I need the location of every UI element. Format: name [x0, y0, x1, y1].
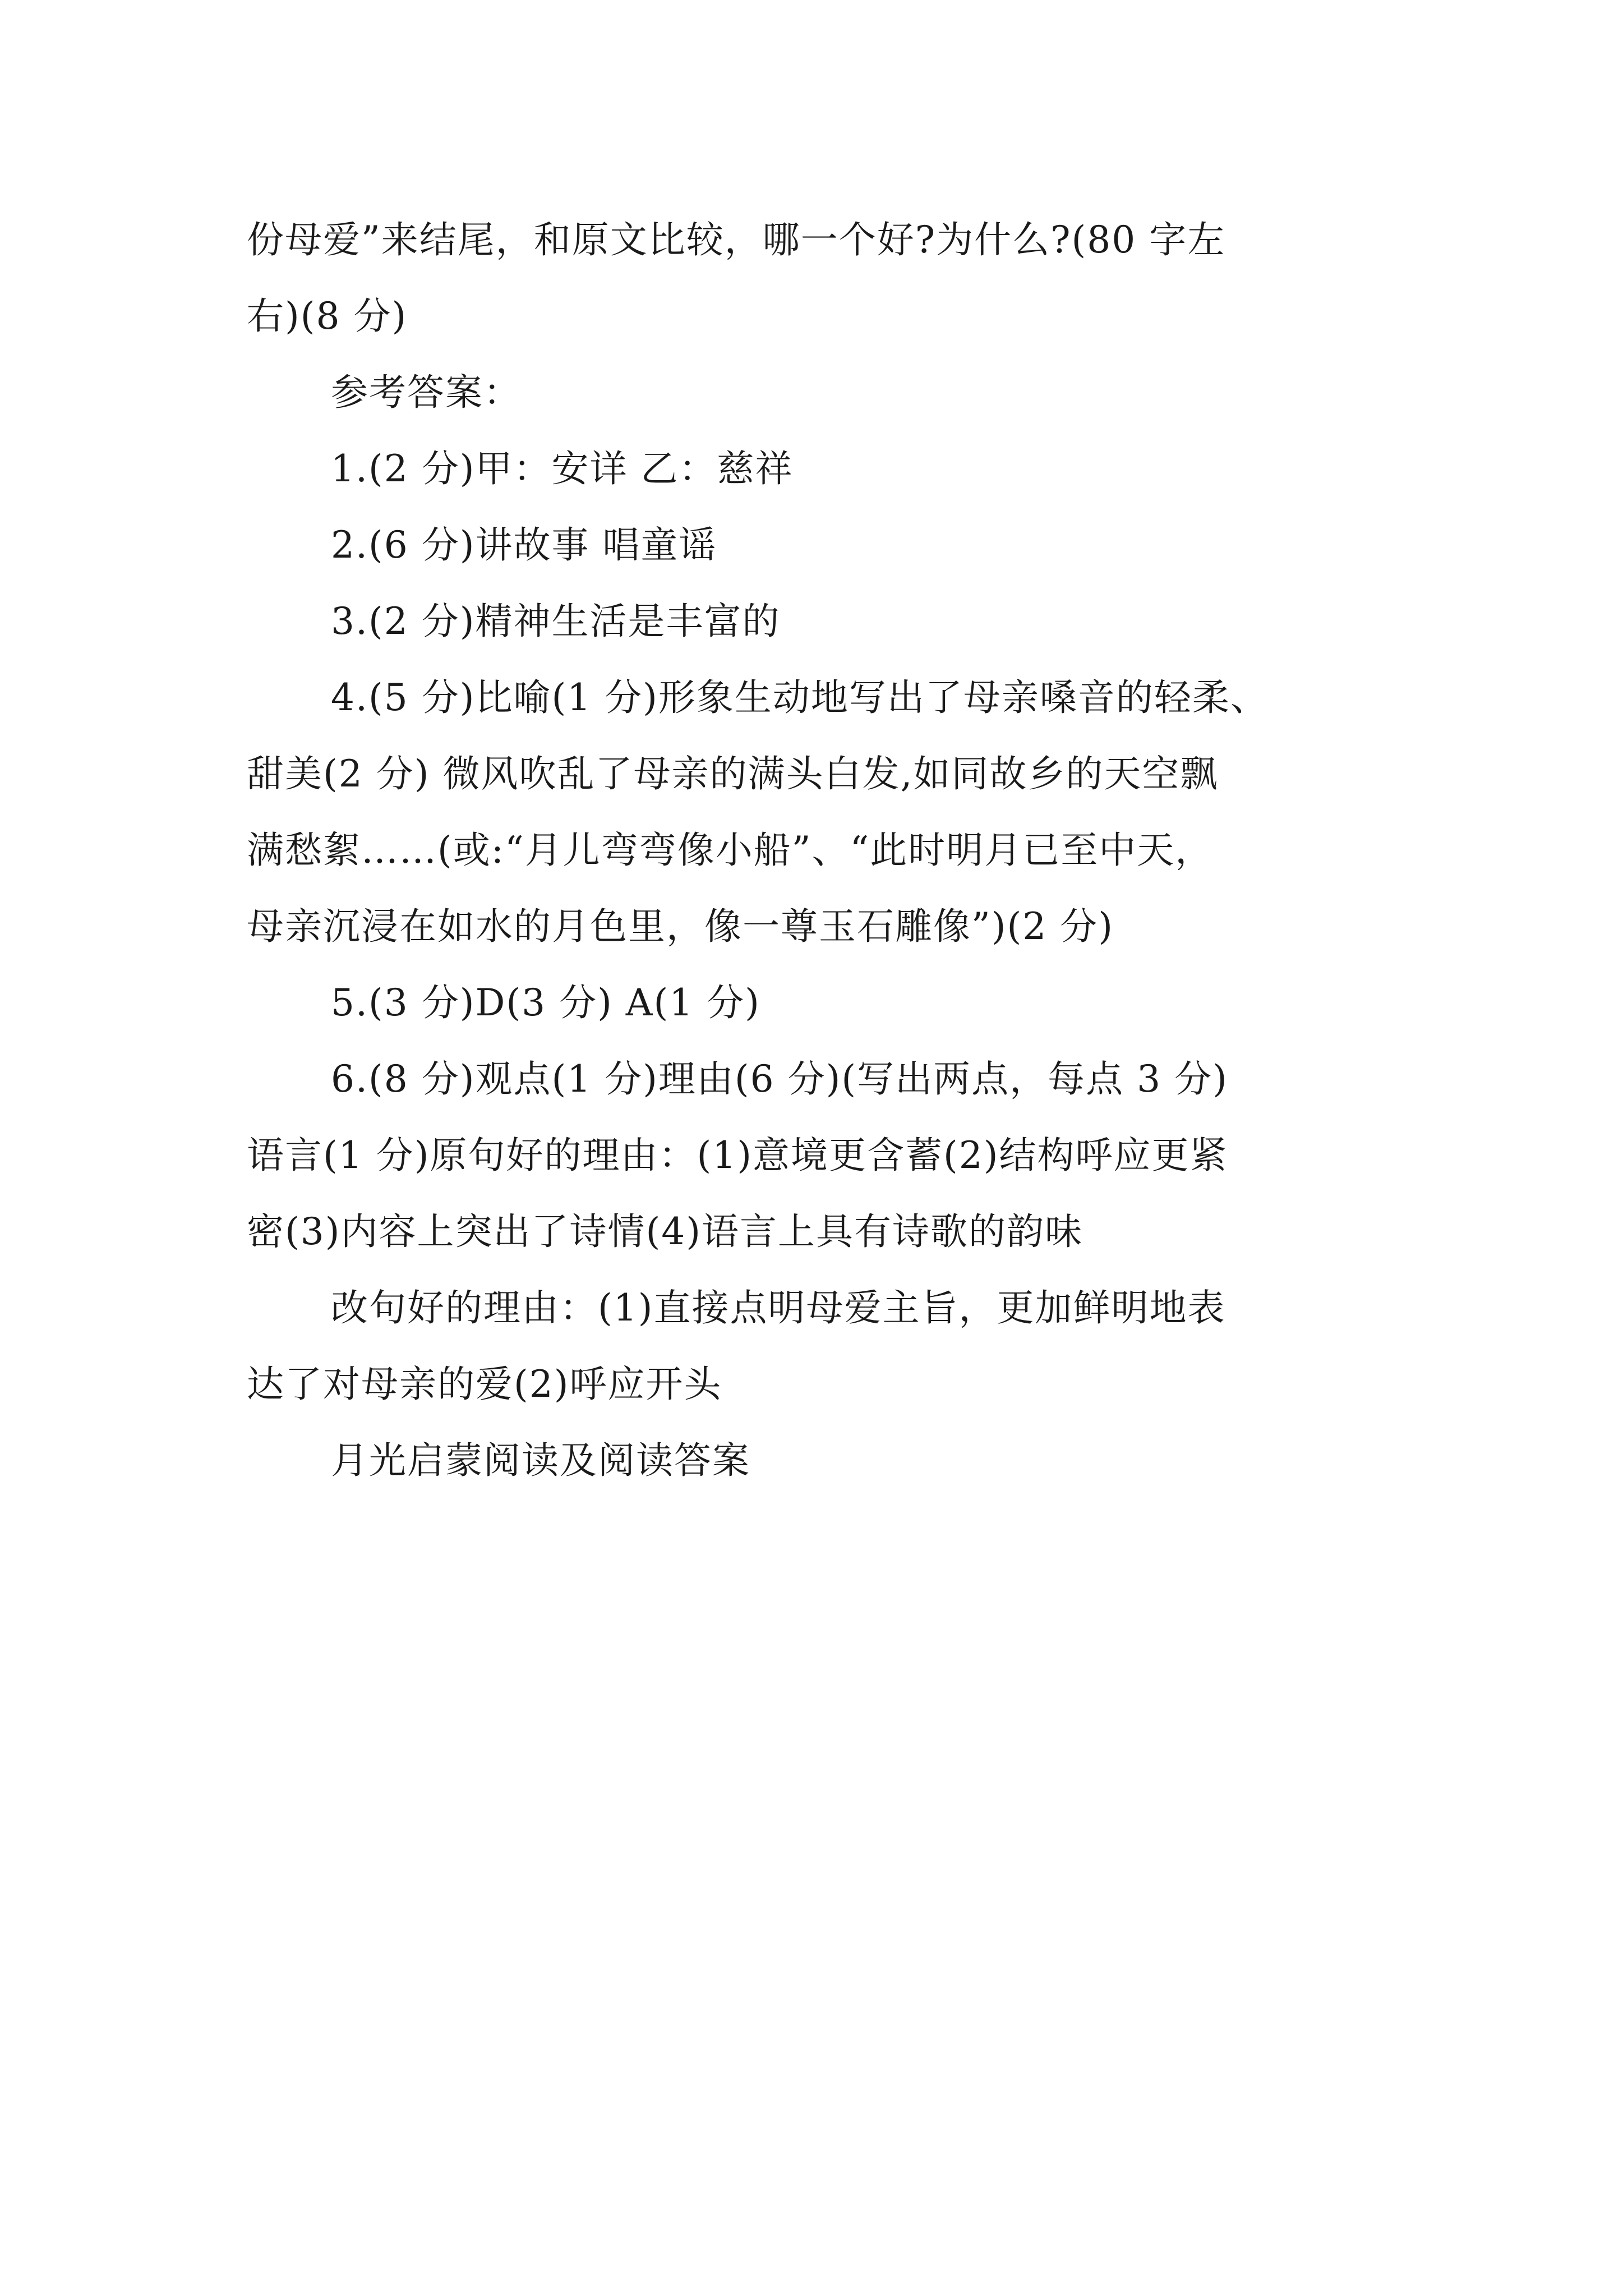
text-line: 4.(5 分)比喻(1 分)形象生动地写出了母亲嗓音的轻柔、: [331, 676, 1269, 719]
answer-item-6-alt: [247, 1270, 1380, 1423]
text-line: 参考答案：: [331, 371, 522, 414]
text-line: 5.(3 分)D(3 分) A(1 分): [331, 981, 760, 1024]
question-tail: [247, 202, 1380, 355]
document-body: [247, 202, 1380, 1499]
answer-item-5: [247, 965, 1380, 1041]
text-line: 3.(2 分)精神生活是丰富的: [331, 600, 781, 643]
answer-item-2: [247, 507, 1380, 583]
answer-item-4: [247, 660, 1380, 965]
text-line: 母亲沉浸在如水的月色里，像一尊玉石雕像”)(2 分): [247, 905, 1114, 948]
text-line: 甜美(2 分) 微风吹乱了母亲的满头白发,如同故乡的天空飘: [247, 752, 1219, 795]
text-line: 1.(2 分)甲：安详 乙：慈祥: [331, 447, 794, 490]
text-line: 份母爱”来结尾，和原文比较，哪一个好?为什么?(80 字左: [247, 218, 1226, 261]
answer-heading: [247, 355, 1380, 431]
answer-item-1: [247, 431, 1380, 507]
text-line: 达了对母亲的爱(2)呼应开头: [247, 1363, 722, 1406]
text-line: 6.(8 分)观点(1 分)理由(6 分)(写出两点，每点 3 分): [331, 1057, 1228, 1101]
text-line: 改句好的理由：(1)直接点明母爱主旨，更加鲜明地表: [331, 1286, 1226, 1329]
answer-item-3: [247, 583, 1380, 660]
text-line: 语言(1 分)原句好的理由：(1)意境更含蓄(2)结构呼应更紧: [247, 1134, 1228, 1177]
text-line: 月光启蒙阅读及阅读答案: [331, 1439, 750, 1482]
text-line: 2.(6 分)讲故事 唱童谣: [331, 523, 717, 567]
text-line: 密(3)内容上突出了诗情(4)语言上具有诗歌的韵味: [247, 1210, 1083, 1253]
answer-item-6: [247, 1041, 1380, 1270]
footer-title: [247, 1423, 1380, 1499]
text-line: 右)(8 分): [247, 295, 408, 338]
text-line: 满愁絮……(或:“月儿弯弯像小船”、“此时明月已至中天，: [247, 829, 1214, 872]
